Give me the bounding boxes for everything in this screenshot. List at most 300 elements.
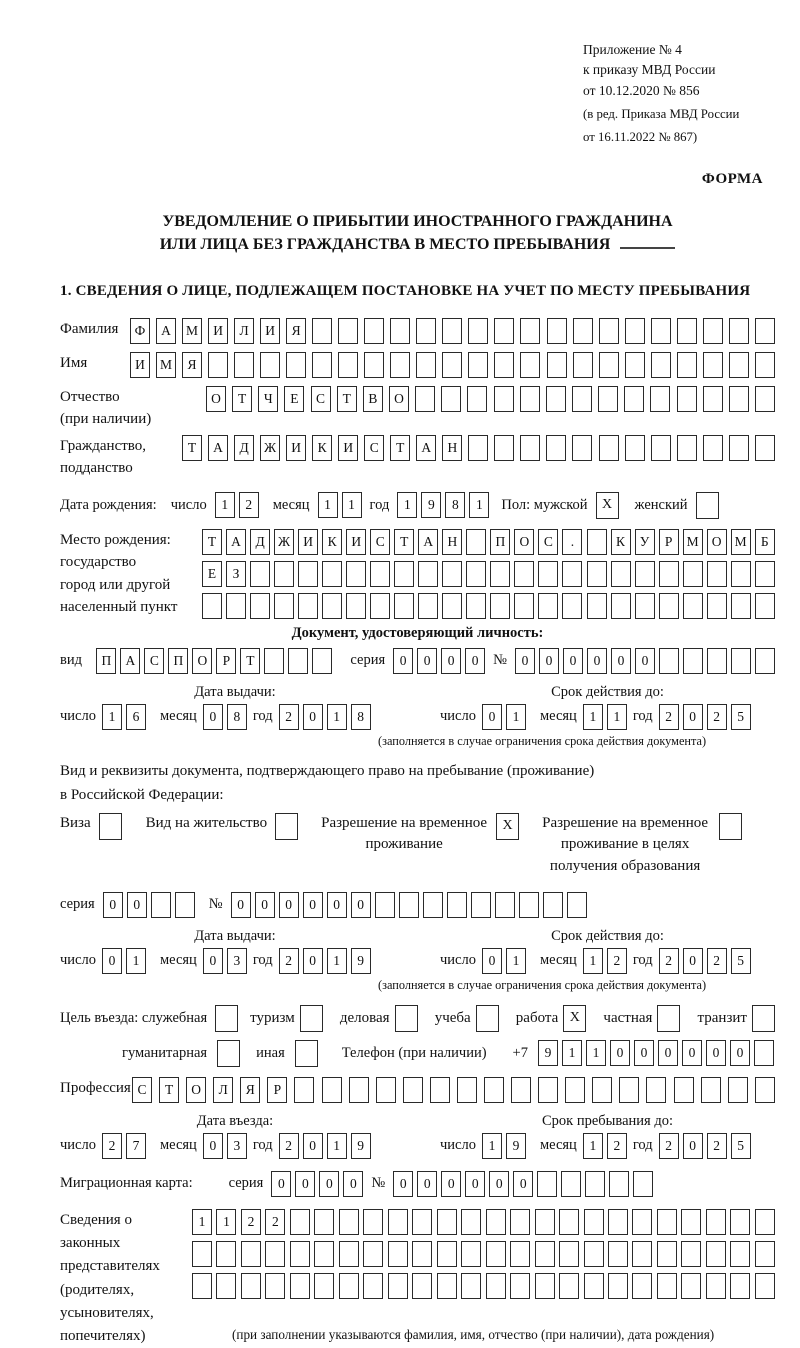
char-cell[interactable]: 8 (445, 492, 465, 518)
char-cell[interactable] (216, 1241, 236, 1267)
char-cell[interactable] (535, 1273, 555, 1299)
char-cell[interactable] (510, 1209, 530, 1235)
char-cell[interactable] (510, 1273, 530, 1299)
char-cell[interactable] (703, 352, 723, 378)
char-cell[interactable]: Т (182, 435, 202, 461)
char-cell[interactable]: 0 (482, 704, 502, 730)
char-cell[interactable] (520, 352, 540, 378)
char-cell[interactable] (437, 1273, 457, 1299)
char-cell[interactable] (625, 318, 645, 344)
char-cell[interactable]: А (418, 529, 438, 555)
char-cell[interactable]: 0 (683, 1133, 703, 1159)
char-cell[interactable] (494, 386, 514, 412)
char-cell[interactable]: 0 (482, 948, 502, 974)
char-cell[interactable] (241, 1241, 261, 1267)
char-cell[interactable] (609, 1171, 629, 1197)
char-cell[interactable]: С (311, 386, 331, 412)
char-cell[interactable] (707, 561, 727, 587)
char-cell[interactable]: О (707, 529, 727, 555)
char-cell[interactable] (468, 352, 488, 378)
char-cell[interactable]: Д (250, 529, 270, 555)
char-cell[interactable]: 8 (227, 704, 247, 730)
char-cell[interactable] (625, 352, 645, 378)
char-cell[interactable] (707, 648, 727, 674)
char-cell[interactable] (494, 318, 514, 344)
char-cell[interactable]: 9 (538, 1040, 558, 1066)
char-cell[interactable]: 0 (303, 948, 323, 974)
char-cell[interactable] (339, 1241, 359, 1267)
char-cell[interactable] (241, 1273, 261, 1299)
char-cell[interactable] (349, 1077, 369, 1103)
char-cell[interactable]: 2 (707, 704, 727, 730)
char-cell[interactable]: Т (159, 1077, 179, 1103)
char-cell[interactable]: Я (286, 318, 306, 344)
char-cell[interactable] (611, 561, 631, 587)
char-cell[interactable]: 0 (231, 892, 251, 918)
char-cell[interactable] (565, 1077, 585, 1103)
char-cell[interactable]: 9 (351, 948, 371, 974)
char-cell[interactable] (559, 1209, 579, 1235)
temp-residence-education-checkbox[interactable] (719, 813, 742, 840)
char-cell[interactable]: Е (202, 561, 222, 587)
char-cell[interactable] (418, 593, 438, 619)
char-cell[interactable]: 1 (318, 492, 338, 518)
char-cell[interactable]: 1 (216, 1209, 236, 1235)
char-cell[interactable]: 2 (279, 1133, 299, 1159)
char-cell[interactable]: И (260, 318, 280, 344)
char-cell[interactable]: 0 (343, 1171, 363, 1197)
char-cell[interactable] (651, 352, 671, 378)
char-cell[interactable]: 0 (513, 1171, 533, 1197)
char-cell[interactable]: 0 (103, 892, 123, 918)
char-cell[interactable] (677, 352, 697, 378)
char-cell[interactable] (625, 435, 645, 461)
char-cell[interactable] (755, 1077, 775, 1103)
char-cell[interactable]: 0 (255, 892, 275, 918)
char-cell[interactable] (290, 1241, 310, 1267)
char-cell[interactable]: 5 (731, 1133, 751, 1159)
char-cell[interactable] (468, 318, 488, 344)
char-cell[interactable] (587, 561, 607, 587)
char-cell[interactable]: Н (442, 529, 462, 555)
char-cell[interactable] (701, 1077, 721, 1103)
char-cell[interactable] (730, 1241, 750, 1267)
char-cell[interactable] (659, 648, 679, 674)
char-cell[interactable] (619, 1077, 639, 1103)
char-cell[interactable]: 0 (489, 1171, 509, 1197)
char-cell[interactable] (584, 1273, 604, 1299)
char-cell[interactable] (754, 1040, 774, 1066)
char-cell[interactable] (265, 1241, 285, 1267)
char-cell[interactable]: Л (213, 1077, 233, 1103)
char-cell[interactable] (755, 1241, 775, 1267)
char-cell[interactable]: О (206, 386, 226, 412)
char-cell[interactable]: 1 (327, 704, 347, 730)
char-cell[interactable] (608, 1273, 628, 1299)
char-cell[interactable] (314, 1273, 334, 1299)
char-cell[interactable] (706, 1209, 726, 1235)
char-cell[interactable]: П (490, 529, 510, 555)
char-cell[interactable]: Р (216, 648, 236, 674)
char-cell[interactable] (346, 561, 366, 587)
char-cell[interactable] (729, 386, 749, 412)
char-cell[interactable] (514, 593, 534, 619)
char-cell[interactable] (730, 1209, 750, 1235)
char-cell[interactable]: 7 (126, 1133, 146, 1159)
char-cell[interactable]: З (226, 561, 246, 587)
char-cell[interactable]: 0 (271, 1171, 291, 1197)
char-cell[interactable] (486, 1209, 506, 1235)
char-cell[interactable]: Я (182, 352, 202, 378)
char-cell[interactable]: 0 (351, 892, 371, 918)
char-cell[interactable]: Я (240, 1077, 260, 1103)
char-cell[interactable]: 3 (227, 948, 247, 974)
char-cell[interactable] (226, 593, 246, 619)
char-cell[interactable] (338, 318, 358, 344)
char-cell[interactable]: Р (659, 529, 679, 555)
char-cell[interactable] (755, 561, 775, 587)
char-cell[interactable]: О (186, 1077, 206, 1103)
char-cell[interactable] (677, 386, 697, 412)
char-cell[interactable] (437, 1209, 457, 1235)
char-cell[interactable]: 2 (607, 948, 627, 974)
char-cell[interactable] (538, 1077, 558, 1103)
char-cell[interactable] (572, 386, 592, 412)
char-cell[interactable] (290, 1209, 310, 1235)
char-cell[interactable]: 2 (707, 948, 727, 974)
char-cell[interactable] (314, 1241, 334, 1267)
char-cell[interactable] (312, 318, 332, 344)
char-cell[interactable] (364, 352, 384, 378)
char-cell[interactable] (730, 1273, 750, 1299)
char-cell[interactable] (260, 352, 280, 378)
char-cell[interactable] (514, 561, 534, 587)
char-cell[interactable] (457, 1077, 477, 1103)
char-cell[interactable] (490, 561, 510, 587)
char-cell[interactable]: 0 (563, 648, 583, 674)
purpose-transit-checkbox[interactable] (752, 1005, 775, 1032)
char-cell[interactable]: 0 (611, 648, 631, 674)
char-cell[interactable] (559, 1241, 579, 1267)
char-cell[interactable] (346, 593, 366, 619)
char-cell[interactable]: Т (337, 386, 357, 412)
char-cell[interactable] (659, 593, 679, 619)
char-cell[interactable] (546, 435, 566, 461)
char-cell[interactable] (484, 1077, 504, 1103)
char-cell[interactable] (192, 1273, 212, 1299)
char-cell[interactable]: О (514, 529, 534, 555)
char-cell[interactable] (657, 1209, 677, 1235)
char-cell[interactable] (755, 352, 775, 378)
char-cell[interactable]: 0 (393, 1171, 413, 1197)
char-cell[interactable] (584, 1241, 604, 1267)
char-cell[interactable] (703, 386, 723, 412)
char-cell[interactable] (677, 318, 697, 344)
char-cell[interactable] (599, 318, 619, 344)
purpose-other-checkbox[interactable] (295, 1040, 318, 1067)
char-cell[interactable]: 0 (683, 948, 703, 974)
char-cell[interactable] (151, 892, 171, 918)
char-cell[interactable] (755, 593, 775, 619)
purpose-business-checkbox[interactable] (395, 1005, 418, 1032)
char-cell[interactable] (495, 892, 515, 918)
char-cell[interactable]: О (389, 386, 409, 412)
char-cell[interactable]: 9 (421, 492, 441, 518)
char-cell[interactable] (403, 1077, 423, 1103)
char-cell[interactable]: С (538, 529, 558, 555)
char-cell[interactable]: М (731, 529, 751, 555)
char-cell[interactable] (584, 1209, 604, 1235)
char-cell[interactable]: 1 (482, 1133, 502, 1159)
char-cell[interactable] (388, 1209, 408, 1235)
char-cell[interactable]: И (130, 352, 150, 378)
char-cell[interactable]: 0 (303, 1133, 323, 1159)
char-cell[interactable] (543, 892, 563, 918)
char-cell[interactable]: Т (202, 529, 222, 555)
purpose-official-checkbox[interactable] (215, 1005, 238, 1032)
char-cell[interactable]: Н (442, 435, 462, 461)
char-cell[interactable] (265, 1273, 285, 1299)
char-cell[interactable] (442, 352, 462, 378)
char-cell[interactable] (729, 318, 749, 344)
purpose-private-checkbox[interactable] (657, 1005, 680, 1032)
char-cell[interactable]: Т (390, 435, 410, 461)
char-cell[interactable] (322, 593, 342, 619)
char-cell[interactable]: У (635, 529, 655, 555)
char-cell[interactable] (562, 593, 582, 619)
char-cell[interactable]: 1 (215, 492, 235, 518)
char-cell[interactable] (298, 561, 318, 587)
char-cell[interactable]: Ж (274, 529, 294, 555)
char-cell[interactable] (703, 318, 723, 344)
char-cell[interactable]: 1 (583, 1133, 603, 1159)
char-cell[interactable] (535, 1241, 555, 1267)
char-cell[interactable]: 0 (319, 1171, 339, 1197)
char-cell[interactable]: 1 (583, 948, 603, 974)
char-cell[interactable]: 6 (126, 704, 146, 730)
char-cell[interactable]: 0 (441, 1171, 461, 1197)
char-cell[interactable]: 5 (731, 948, 751, 974)
char-cell[interactable] (567, 892, 587, 918)
char-cell[interactable] (538, 593, 558, 619)
char-cell[interactable]: Т (394, 529, 414, 555)
char-cell[interactable] (538, 561, 558, 587)
char-cell[interactable]: 1 (397, 492, 417, 518)
char-cell[interactable] (632, 1241, 652, 1267)
char-cell[interactable]: 2 (607, 1133, 627, 1159)
char-cell[interactable] (430, 1077, 450, 1103)
char-cell[interactable]: 0 (102, 948, 122, 974)
char-cell[interactable]: 1 (327, 948, 347, 974)
char-cell[interactable]: Е (284, 386, 304, 412)
char-cell[interactable] (535, 1209, 555, 1235)
char-cell[interactable]: 0 (539, 648, 559, 674)
char-cell[interactable]: Т (232, 386, 252, 412)
purpose-tourism-checkbox[interactable] (300, 1005, 323, 1032)
char-cell[interactable]: 0 (515, 648, 535, 674)
char-cell[interactable] (624, 386, 644, 412)
char-cell[interactable] (250, 561, 270, 587)
char-cell[interactable] (208, 352, 228, 378)
char-cell[interactable] (412, 1209, 432, 1235)
char-cell[interactable] (338, 352, 358, 378)
char-cell[interactable] (572, 435, 592, 461)
char-cell[interactable] (322, 1077, 342, 1103)
char-cell[interactable] (608, 1209, 628, 1235)
char-cell[interactable] (264, 648, 284, 674)
char-cell[interactable] (561, 1171, 581, 1197)
char-cell[interactable]: 0 (635, 648, 655, 674)
char-cell[interactable] (728, 1077, 748, 1103)
char-cell[interactable] (274, 561, 294, 587)
char-cell[interactable] (651, 318, 671, 344)
char-cell[interactable] (441, 386, 461, 412)
char-cell[interactable]: 1 (126, 948, 146, 974)
char-cell[interactable]: 0 (441, 648, 461, 674)
char-cell[interactable]: С (144, 648, 164, 674)
char-cell[interactable] (520, 318, 540, 344)
char-cell[interactable] (447, 892, 467, 918)
char-cell[interactable] (755, 1273, 775, 1299)
char-cell[interactable] (416, 318, 436, 344)
char-cell[interactable] (412, 1273, 432, 1299)
char-cell[interactable] (290, 1273, 310, 1299)
char-cell[interactable]: 2 (279, 948, 299, 974)
char-cell[interactable] (192, 1241, 212, 1267)
char-cell[interactable]: 9 (351, 1133, 371, 1159)
char-cell[interactable] (399, 892, 419, 918)
char-cell[interactable] (250, 593, 270, 619)
char-cell[interactable]: 1 (192, 1209, 212, 1235)
char-cell[interactable]: Ч (258, 386, 278, 412)
char-cell[interactable]: А (208, 435, 228, 461)
char-cell[interactable] (683, 648, 703, 674)
char-cell[interactable] (175, 892, 195, 918)
char-cell[interactable]: И (338, 435, 358, 461)
char-cell[interactable] (390, 352, 410, 378)
char-cell[interactable]: 1 (583, 704, 603, 730)
char-cell[interactable]: С (364, 435, 384, 461)
char-cell[interactable]: 0 (658, 1040, 678, 1066)
char-cell[interactable] (677, 435, 697, 461)
char-cell[interactable] (339, 1209, 359, 1235)
char-cell[interactable] (468, 435, 488, 461)
sex-male-checkbox[interactable]: X (596, 492, 619, 519)
char-cell[interactable] (294, 1077, 314, 1103)
char-cell[interactable]: 9 (506, 1133, 526, 1159)
char-cell[interactable] (364, 318, 384, 344)
char-cell[interactable] (363, 1241, 383, 1267)
char-cell[interactable] (370, 593, 390, 619)
char-cell[interactable] (657, 1273, 677, 1299)
char-cell[interactable] (388, 1273, 408, 1299)
char-cell[interactable] (611, 593, 631, 619)
char-cell[interactable]: М (182, 318, 202, 344)
char-cell[interactable] (466, 561, 486, 587)
char-cell[interactable] (657, 1241, 677, 1267)
char-cell[interactable] (608, 1241, 628, 1267)
char-cell[interactable] (394, 593, 414, 619)
char-cell[interactable] (547, 318, 567, 344)
char-cell[interactable] (598, 386, 618, 412)
char-cell[interactable]: 0 (303, 704, 323, 730)
char-cell[interactable]: А (226, 529, 246, 555)
char-cell[interactable]: Б (755, 529, 775, 555)
temp-residence-checkbox[interactable]: X (496, 813, 519, 840)
char-cell[interactable] (471, 892, 491, 918)
char-cell[interactable] (486, 1241, 506, 1267)
char-cell[interactable] (681, 1241, 701, 1267)
char-cell[interactable]: 2 (707, 1133, 727, 1159)
char-cell[interactable] (461, 1241, 481, 1267)
char-cell[interactable] (415, 386, 435, 412)
char-cell[interactable] (370, 561, 390, 587)
char-cell[interactable]: И (286, 435, 306, 461)
char-cell[interactable]: 0 (393, 648, 413, 674)
char-cell[interactable] (363, 1209, 383, 1235)
char-cell[interactable] (546, 386, 566, 412)
char-cell[interactable] (442, 593, 462, 619)
char-cell[interactable] (635, 593, 655, 619)
char-cell[interactable]: А (156, 318, 176, 344)
char-cell[interactable] (520, 386, 540, 412)
char-cell[interactable]: 0 (730, 1040, 750, 1066)
char-cell[interactable] (683, 593, 703, 619)
char-cell[interactable] (731, 648, 751, 674)
char-cell[interactable]: 5 (731, 704, 751, 730)
char-cell[interactable] (755, 386, 775, 412)
char-cell[interactable] (466, 593, 486, 619)
char-cell[interactable]: М (156, 352, 176, 378)
char-cell[interactable] (681, 1209, 701, 1235)
char-cell[interactable] (390, 318, 410, 344)
char-cell[interactable]: 1 (586, 1040, 606, 1066)
char-cell[interactable]: О (192, 648, 212, 674)
char-cell[interactable] (646, 1077, 666, 1103)
char-cell[interactable] (423, 892, 443, 918)
char-cell[interactable]: И (346, 529, 366, 555)
char-cell[interactable] (731, 593, 751, 619)
char-cell[interactable] (683, 561, 703, 587)
char-cell[interactable] (461, 1209, 481, 1235)
char-cell[interactable]: 3 (227, 1133, 247, 1159)
char-cell[interactable]: . (562, 529, 582, 555)
char-cell[interactable] (520, 435, 540, 461)
char-cell[interactable] (585, 1171, 605, 1197)
char-cell[interactable] (519, 892, 539, 918)
char-cell[interactable]: Р (267, 1077, 287, 1103)
char-cell[interactable] (755, 1209, 775, 1235)
char-cell[interactable] (729, 435, 749, 461)
char-cell[interactable] (494, 352, 514, 378)
char-cell[interactable]: А (416, 435, 436, 461)
char-cell[interactable] (202, 593, 222, 619)
char-cell[interactable]: 0 (465, 1171, 485, 1197)
char-cell[interactable]: Л (234, 318, 254, 344)
char-cell[interactable] (467, 386, 487, 412)
char-cell[interactable] (494, 435, 514, 461)
char-cell[interactable]: 0 (682, 1040, 702, 1066)
char-cell[interactable]: 1 (102, 704, 122, 730)
char-cell[interactable] (599, 352, 619, 378)
char-cell[interactable]: 0 (303, 892, 323, 918)
char-cell[interactable] (674, 1077, 694, 1103)
char-cell[interactable] (573, 352, 593, 378)
char-cell[interactable] (635, 561, 655, 587)
char-cell[interactable]: 0 (587, 648, 607, 674)
char-cell[interactable] (461, 1273, 481, 1299)
char-cell[interactable] (547, 352, 567, 378)
